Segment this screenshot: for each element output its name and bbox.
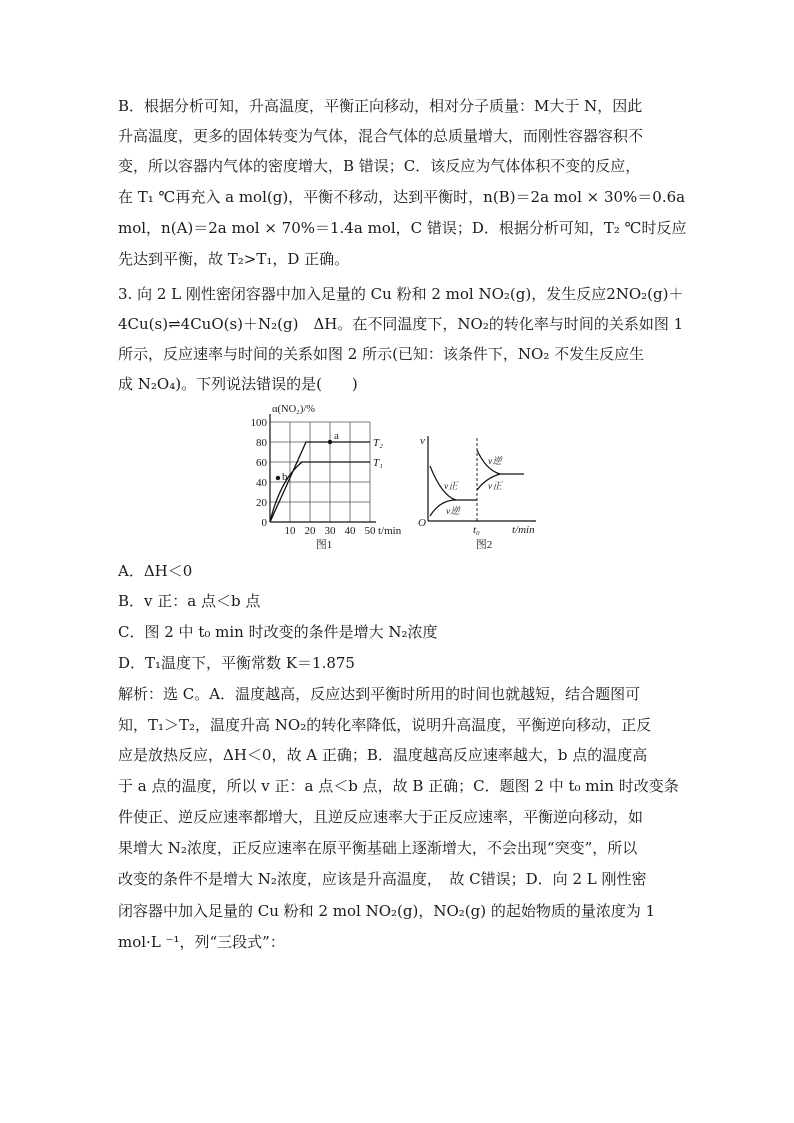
explanation-line-6: 先达到平衡，故 T₂>T₁，D 正确。 [118, 250, 350, 268]
explanation-line-5: mol，n(A)＝2a mol × 70%＝1.4a mol，C 错误；D．根据分析可知，T₂ ℃时反应 [118, 219, 687, 237]
analysis-line-8: 闭容器中加入足量的 Cu 粉和 2 mol NO₂(g)，NO₂(g) 的起始物质的量浓度为 1 [118, 902, 656, 920]
figure-2-caption: 图2 [475, 539, 493, 551]
origin-label: O [418, 517, 426, 529]
x-tick-10: 10 [284, 525, 296, 537]
point-a [328, 440, 332, 444]
question-line-3: 所示，反应速率与时间的关系如图 2 所示(已知：该条件下，NO₂ 不发生反应生 [118, 345, 645, 363]
y-axis-label: v [420, 435, 425, 447]
explanation-line-4: 在 T₁ ℃再充入 a mol(g)，平衡不移动，达到平衡时，n(B)＝2a mol × 30%＝0.6a [118, 188, 686, 206]
y-tick-20: 20 [256, 497, 267, 509]
x-tick-40: 40 [344, 525, 356, 537]
analysis-line-7: 改变的条件不是增大 N₂浓度，应该是升高温度， 故 C错误；D．向 2 L 刚性密 [118, 870, 647, 888]
label-T1: T₁ [373, 457, 383, 469]
point-b [276, 476, 280, 480]
label-T2: T₂ [373, 437, 383, 449]
label-b: b [282, 471, 288, 483]
analysis-line-5: 件使正、逆反应速率都增大，且逆反应速率大于正反应速率，平衡逆向移动，如 [118, 808, 644, 826]
label-v-forward-left: v正 [444, 482, 458, 492]
figure-1-caption: 图1 [315, 539, 333, 551]
analysis-line-6: 果增大 N₂浓度，正反应速率在原平衡基础上逐渐增大，不会出现“突变”，所以 [118, 839, 638, 857]
option-b: B．v 正：a 点＜b 点 [118, 592, 261, 610]
x-axis-label: t/min [512, 524, 535, 536]
analysis-line-3: 应是放热反应，ΔH＜0，故 A 正确；B．温度越高反应速率越大，b 点的温度高 [118, 746, 648, 764]
label-a: a [334, 430, 339, 442]
question-line-2: 4Cu(s)⇌4CuO(s)＋N₂(g) ΔH。在不同温度下，NO₂的转化率与时间的关系如图 1 [118, 315, 684, 333]
x-tick-30: 30 [324, 525, 336, 537]
option-c: C．图 2 中 t₀ min 时改变的条件是增大 N₂浓度 [118, 623, 438, 641]
question-line-4: 成 N₂O₄)。下列说法错误的是( ) [118, 375, 358, 393]
explanation-line-2: 升高温度，更多的固体转变为气体，混合气体的总质量增大，而刚性容器容积不 [118, 127, 644, 145]
analysis-line-2: 知，T₁＞T₂，温度升高 NO₂的转化率降低，说明升高温度，平衡逆向移动，正反 [118, 716, 652, 734]
option-a: A．ΔH＜0 [118, 562, 193, 580]
label-v-reverse-left: v逆 [446, 507, 460, 517]
label-v-forward-right: v正 [488, 482, 502, 492]
y-tick-60: 60 [256, 457, 267, 469]
explanation-line-3: 变，所以容器内气体的密度增大，B 错误；C．该反应为气体体积不变的反应， [118, 157, 641, 175]
explanation-line-1: B．根据分析可知，升高温度，平衡正向移动，相对分子质量：M大于 N，因此 [118, 97, 643, 115]
y-axis-label: α(NO₂)/% [272, 404, 315, 415]
x-tick-50: 50 [364, 525, 376, 537]
x-axis-label: t/min [378, 525, 402, 537]
analysis-line-4: 于 a 点的温度，所以 v 正：a 点＜b 点，故 B 正确；C．题图 2 中 t₀ min 时改变条 [118, 777, 679, 795]
t0-label: t₀ [473, 524, 480, 536]
x-tick-20: 20 [304, 525, 316, 537]
analysis-line-1: 解析：选 C。A．温度越高，反应达到平衡时所用的时间也就越短，结合题图可 [118, 685, 641, 703]
y-tick-100: 100 [250, 417, 267, 429]
y-tick-40: 40 [256, 477, 267, 489]
option-d: D．T₁温度下，平衡常数 K＝1.875 [118, 654, 355, 672]
label-v-reverse-right: v逆 [488, 457, 502, 467]
y-tick-0: 0 [261, 517, 267, 529]
question-line-1: 3. 向 2 L 刚性密闭容器中加入足量的 Cu 粉和 2 mol NO₂(g)，发生反应2NO₂(g)＋ [118, 285, 684, 303]
analysis-line-9: mol·L ⁻¹，列“三段式”： [118, 933, 285, 951]
y-tick-80: 80 [256, 437, 267, 449]
figure-2-rate-chart [416, 428, 548, 552]
figure-1-conversion-chart [236, 402, 412, 552]
